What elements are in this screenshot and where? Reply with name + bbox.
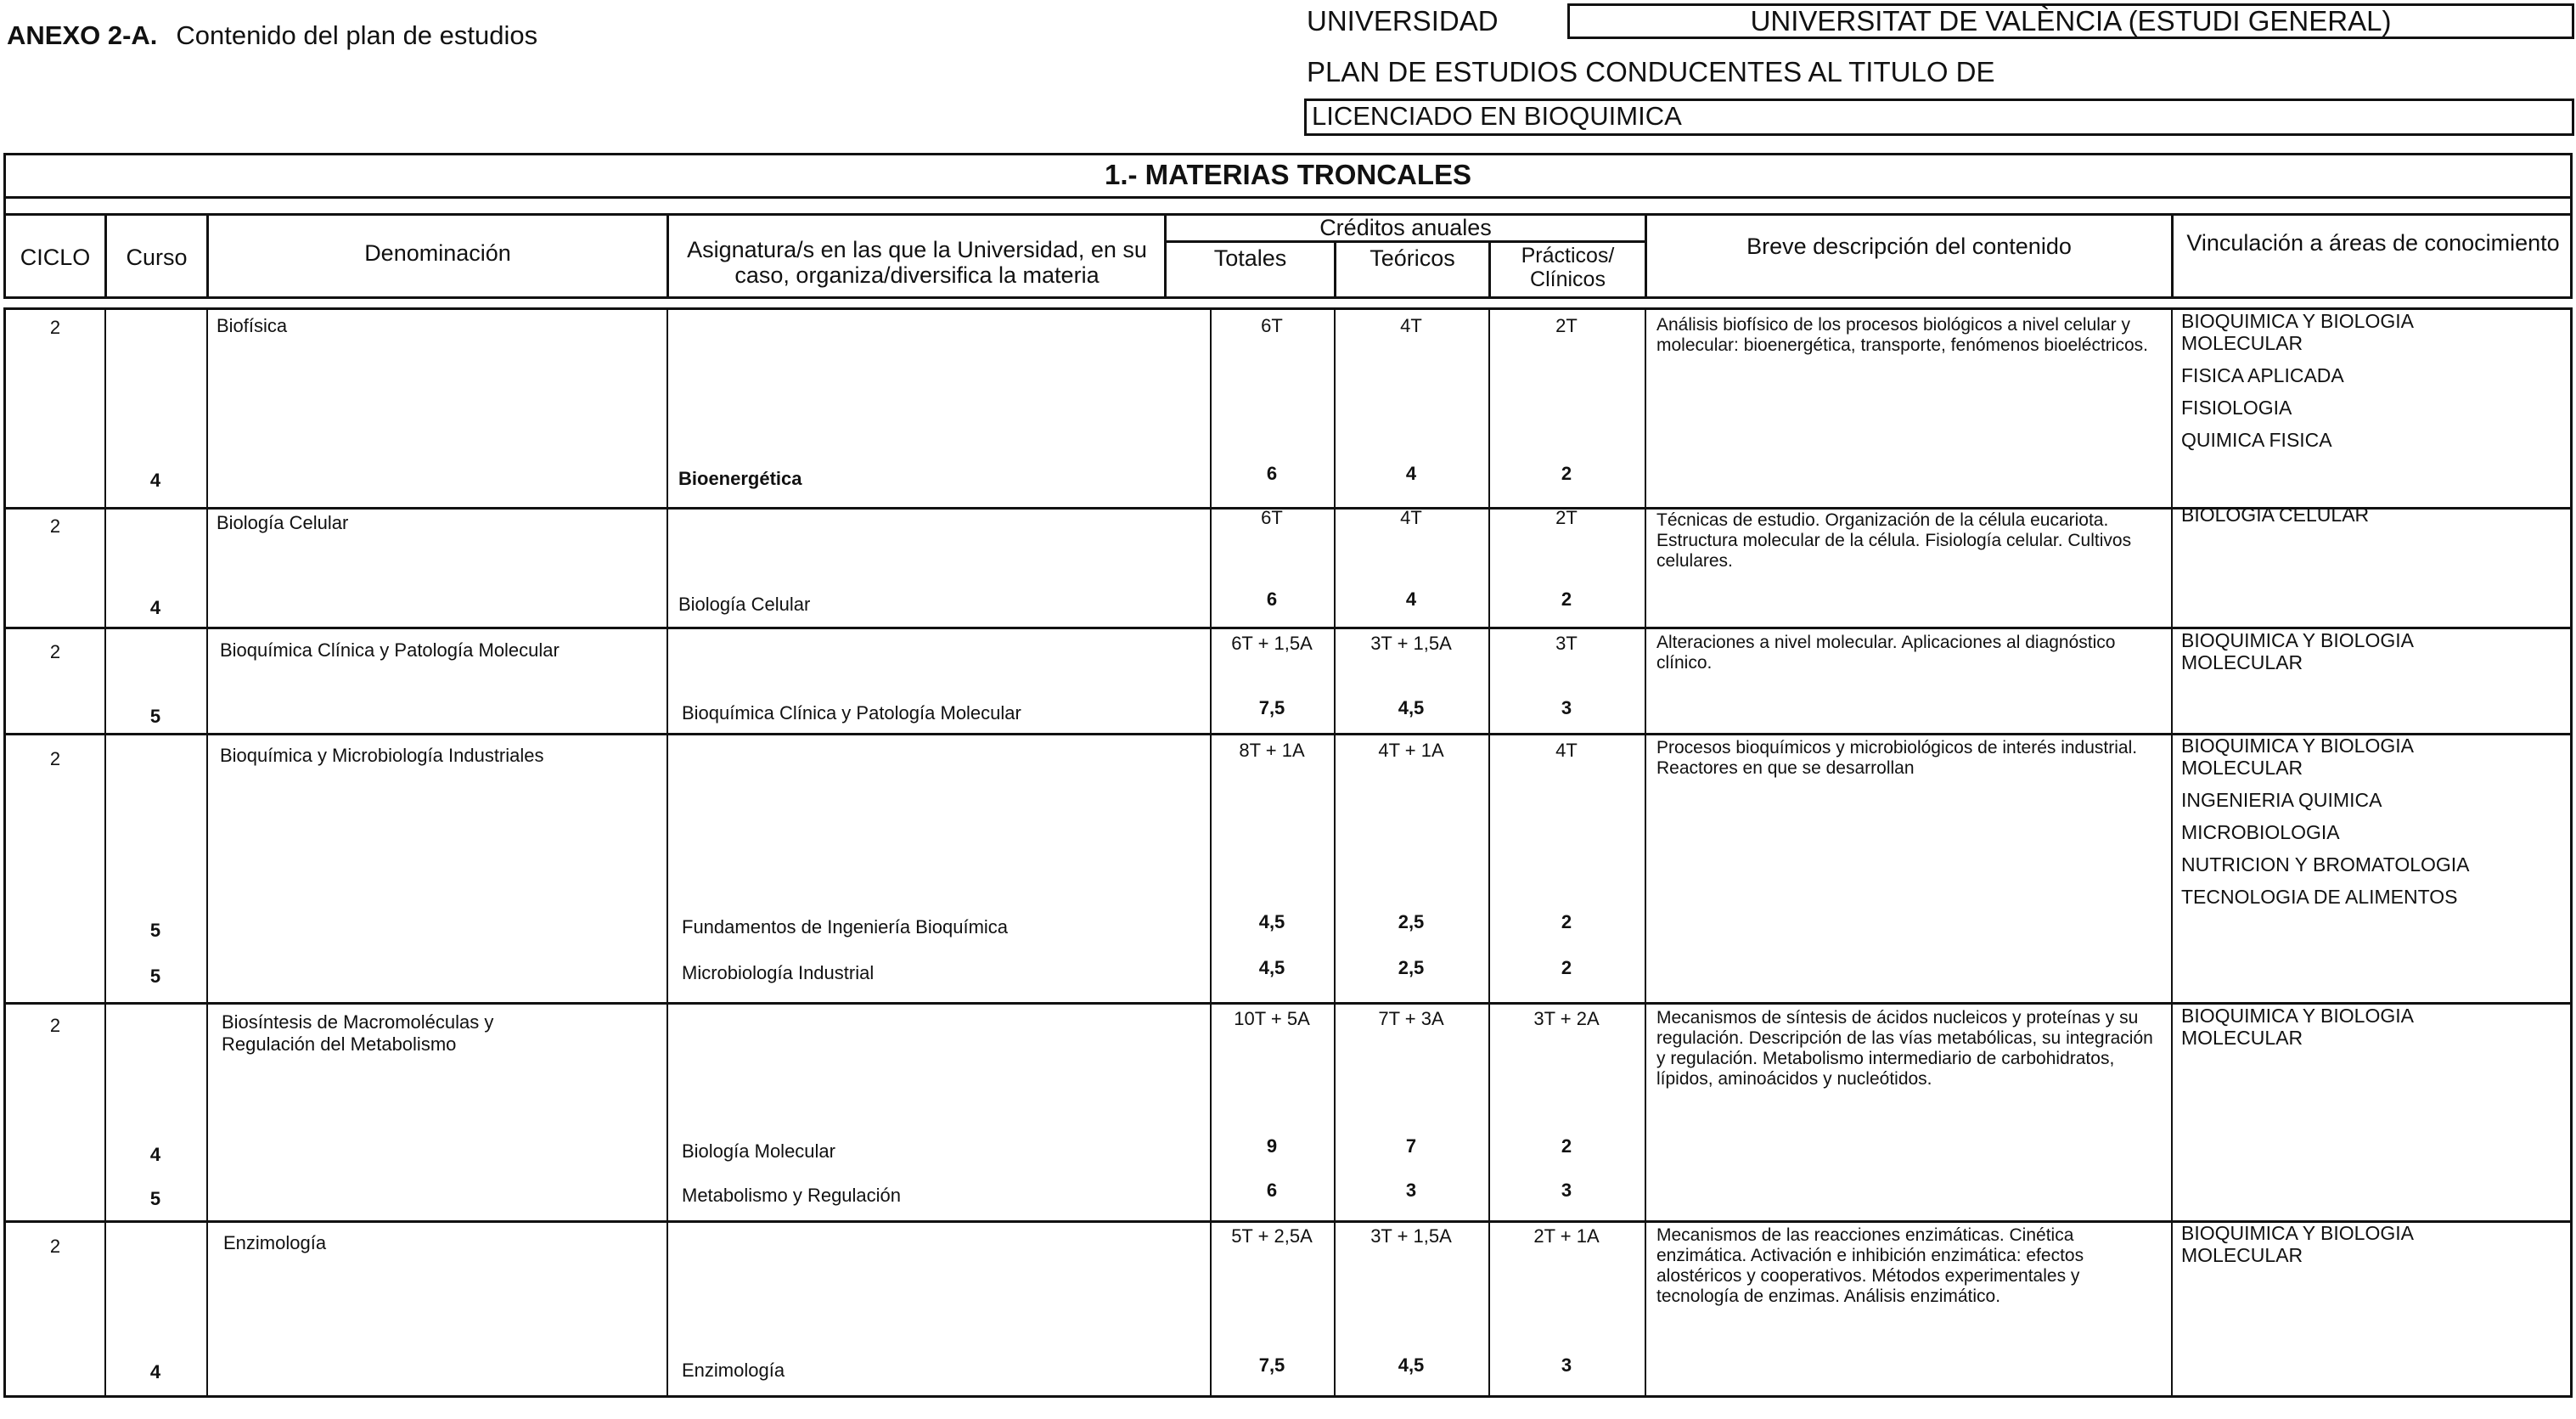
totales-value: 6T + 1,5A [1231, 633, 1313, 654]
curso-value: 5 [149, 966, 161, 987]
asignatura-name: Fundamentos de Ingeniería Bioquímica [682, 916, 1009, 938]
area-item: BIOQUIMICA Y BIOLOGIA MOLECULAR [2181, 1005, 2413, 1049]
asignatura-teoricos: 4,5 [1398, 697, 1425, 718]
asignatura-practicos: 3 [1561, 1180, 1572, 1201]
col-ciclo: CICLO [20, 245, 91, 270]
asignatura-name: Bioenergética [678, 468, 802, 489]
curso-value: 4 [149, 597, 161, 618]
area-item: BIOLOGIA CELULAR [2181, 504, 2370, 526]
asignatura-totales: 7,5 [1258, 1354, 1285, 1376]
divider [206, 310, 208, 1395]
asignatura-name: Bioquímica Clínica y Patología Molecular [682, 702, 1021, 724]
asignatura-practicos: 2 [1561, 1135, 1572, 1157]
curso-value: 5 [149, 920, 161, 941]
asignatura-practicos: 3 [1561, 697, 1572, 718]
asignatura-practicos: 2 [1561, 911, 1572, 932]
asignatura-totales: 4,5 [1258, 957, 1285, 978]
asignatura-name: Biología Celular [678, 594, 811, 615]
curso-value: 4 [149, 1361, 161, 1382]
area-item: TECNOLOGIA DE ALIMENTOS [2181, 886, 2458, 908]
areas-list [2181, 504, 2369, 536]
divider [666, 213, 669, 296]
divider [1164, 240, 1645, 243]
asignatura-totales: 6 [1266, 463, 1278, 484]
asignatura-totales: 4,5 [1258, 911, 1285, 932]
curso-value: 4 [149, 1144, 161, 1165]
practicos-value: 2T + 1A [1533, 1225, 1600, 1247]
descripcion-value: Procesos bioquímicos y microbiológicos de interés industrial. Reactores en que se desarrollan [1656, 738, 2138, 778]
ciclo-value: 2 [49, 317, 61, 338]
asignatura-teoricos: 2,5 [1398, 911, 1425, 932]
col-descripcion: Breve descripción del contenido [1746, 234, 2072, 259]
area-item: INGENIERIA QUIMICA [2181, 789, 2382, 811]
totales-value: 5T + 2,5A [1231, 1225, 1313, 1247]
totales-value: 6T [1261, 315, 1283, 336]
col-teoricos: Teóricos [1370, 245, 1455, 271]
col-totales: Totales [1213, 245, 1287, 271]
asignatura-teoricos: 2,5 [1398, 957, 1425, 978]
section-title: 1.- MATERIAS TRONCALES [1104, 159, 1472, 190]
asignatura-teoricos: 4 [1405, 463, 1417, 484]
table-header [3, 153, 2573, 299]
asignatura-practicos: 2 [1561, 588, 1572, 610]
teoricos-value: 3T + 1,5A [1370, 633, 1452, 654]
asignatura-name: Metabolismo y Regulación [682, 1185, 902, 1206]
teoricos-value: 4T + 1A [1378, 740, 1444, 761]
practicos-value: 2T [1555, 315, 1578, 336]
areas-list [2181, 310, 2487, 461]
area-item: BIOQUIMICA Y BIOLOGIA MOLECULAR [2181, 629, 2413, 673]
teoricos-value: 3T + 1,5A [1370, 1225, 1452, 1247]
divider [666, 310, 668, 1395]
asignatura-practicos: 2 [1561, 957, 1572, 978]
asignatura-name: Microbiología Industrial [682, 962, 875, 983]
curso-value: 4 [149, 470, 161, 491]
teoricos-value: 7T + 3A [1378, 1008, 1444, 1029]
denominacion-value: Biofísica [217, 315, 288, 336]
descripcion-value: Técnicas de estudio. Organización de la célula eucariota. Estructura molecular de la célula. Fisiología celular. Cultivos celulares. [1656, 510, 2132, 571]
asignatura-totales: 7,5 [1258, 697, 1285, 718]
area-item: FISICA APLICADA [2181, 364, 2344, 386]
denominacion-value: Biología Celular [217, 512, 349, 533]
area-item: NUTRICION Y BROMATOLOGIA [2181, 853, 2470, 876]
degree-title-field: LICENCIADO EN BIOQUIMICA [1304, 99, 2574, 136]
totales-value: 10T + 5A [1234, 1008, 1310, 1029]
denominacion-value: Bioquímica y Microbiología Industriales [220, 745, 544, 766]
asignatura-name: Biología Molecular [682, 1140, 835, 1162]
asignatura-practicos: 2 [1561, 463, 1572, 484]
area-item: BIOQUIMICA Y BIOLOGIA MOLECULAR [2181, 735, 2413, 779]
col-asignaturas: Asignatura/s en las que la Universidad, en su caso, organiza/diversifica la materia [687, 237, 1147, 288]
annex-heading [7, 20, 537, 51]
university-field: UNIVERSITAT DE VALÈNCIA (ESTUDI GENERAL) [1567, 3, 2574, 39]
totales-value: 6T [1261, 507, 1283, 528]
ciclo-value: 2 [49, 748, 61, 769]
asignatura-totales: 9 [1266, 1135, 1278, 1157]
descripcion-value: Análisis biofísico de los procesos biológicos a nivel celular y molecular: bioenergética, transporte, fenómenos bioeléctricos. [1656, 315, 2148, 355]
ciclo-value: 2 [49, 641, 61, 662]
asignatura-name: Enzimología [682, 1360, 785, 1381]
area-item: BIOQUIMICA Y BIOLOGIA MOLECULAR [2181, 1222, 2413, 1266]
col-practicos: Prácticos/ Clínicos [1521, 244, 1615, 291]
descripcion-value: Mecanismos de las reacciones enzimáticas. Cinética enzimática. Activación e inhibición enzimática: efectos alostéricos y cooperativos. Métodos experimentales y tecnología de enzimas. Análisis enzimático. [1656, 1225, 2084, 1306]
curso-value: 5 [149, 706, 161, 727]
asignatura-teoricos: 4 [1405, 588, 1417, 610]
plan-text: PLAN DE ESTUDIOS CONDUCENTES AL TITULO DE [1307, 56, 1995, 87]
col-denominacion: Denominación [364, 240, 511, 266]
area-item: QUIMICA FISICA [2181, 429, 2332, 451]
col-curso: Curso [126, 245, 188, 270]
asignatura-totales: 6 [1266, 1180, 1278, 1201]
col-vinculacion: Vinculación a áreas de conocimiento [2186, 230, 2560, 256]
areas-list [2181, 735, 2487, 918]
ciclo-value: 2 [49, 1015, 61, 1036]
annex-text: Contenido del plan de estudios [176, 20, 538, 50]
denominacion-value: Biosíntesis de Macromoléculas y Regulación del Metabolismo [222, 1011, 494, 1055]
divider [6, 196, 2570, 199]
areas-list [2181, 1005, 2487, 1059]
university-label: UNIVERSIDAD [1307, 5, 1499, 37]
asignatura-practicos: 3 [1561, 1354, 1572, 1376]
area-item: FISIOLOGIA [2181, 397, 2292, 419]
asignatura-teoricos: 4,5 [1398, 1354, 1425, 1376]
curso-value: 5 [149, 1188, 161, 1209]
area-item: MICROBIOLOGIA [2181, 821, 2340, 843]
teoricos-value: 4T [1400, 315, 1422, 336]
divider [1645, 310, 1646, 1395]
areas-list [2181, 629, 2487, 684]
practicos-value: 3T [1555, 633, 1578, 654]
totales-value: 8T + 1A [1239, 740, 1305, 761]
asignatura-teoricos: 7 [1405, 1135, 1417, 1157]
areas-list [2181, 1222, 2487, 1276]
practicos-value: 3T + 2A [1533, 1008, 1600, 1029]
denominacion-value: Bioquímica Clínica y Patología Molecular [220, 639, 560, 661]
area-item: BIOQUIMICA Y BIOLOGIA MOLECULAR [2181, 310, 2413, 354]
asignatura-teoricos: 3 [1405, 1180, 1417, 1201]
col-creditos: Créditos anuales [1319, 215, 1492, 240]
ciclo-value: 2 [49, 1236, 61, 1257]
ciclo-value: 2 [49, 515, 61, 537]
practicos-value: 4T [1555, 740, 1578, 761]
descripcion-value: Alteraciones a nivel molecular. Aplicaciones al diagnóstico clínico. [1656, 633, 2116, 673]
divider [2171, 310, 2173, 1395]
asignatura-totales: 6 [1266, 588, 1278, 610]
denominacion-value: Enzimología [223, 1232, 327, 1253]
teoricos-value: 4T [1400, 507, 1422, 528]
descripcion-value: Mecanismos de síntesis de ácidos nucleicos y proteínas y su regulación. Descripción de las vías metabólicas, su integración y regulación. Metabolismo intermediario de carbohidratos, lípidos, aminoácidos y nucleótidos. [1656, 1008, 2153, 1089]
table-body [3, 307, 2573, 1398]
practicos-value: 2T [1555, 507, 1578, 528]
annex-label: ANEXO 2-A. [7, 20, 158, 50]
